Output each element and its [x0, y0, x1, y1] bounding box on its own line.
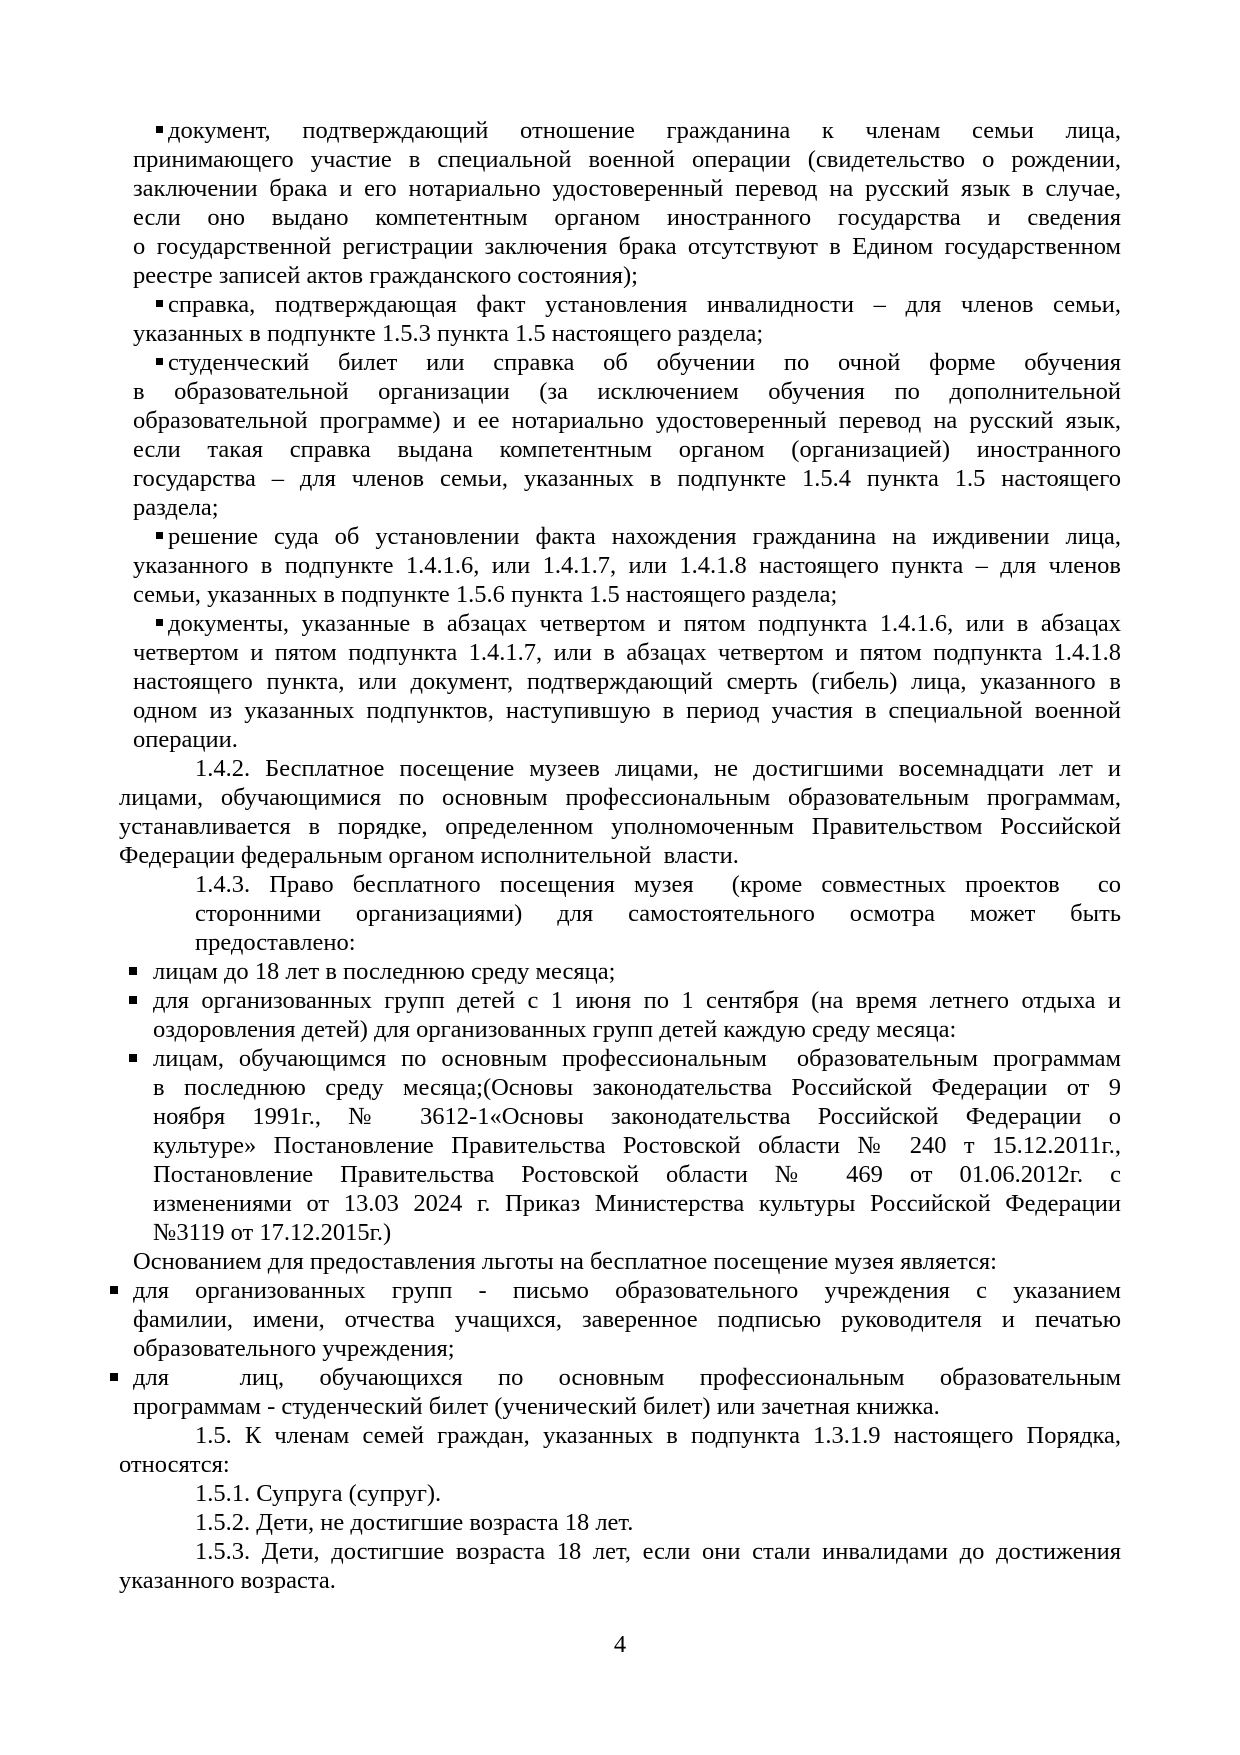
page-footer: [119, 1630, 1121, 1659]
bullet-square-icon: [129, 996, 137, 1004]
text-line: о государственной регистрации заключения брака отсутствуют в Едином государственном: [133, 233, 1121, 260]
text-line-content: документ, подтверждающий отношение гражданина к членам семьи лица,: [168, 117, 1121, 144]
text-line: лицам, обучающимся по основным профессиональным образовательным программам: [153, 1045, 1121, 1072]
text-line: программам - студенческий билет (ученический билет) или зачетная книжка.: [133, 1393, 940, 1420]
bullet-square-icon: [156, 532, 163, 539]
text-line: фамилии, имени, отчества учащихся, заверенное подписью руководителя и печатью: [133, 1306, 1121, 1333]
text-line: 1.5.2. Дети, не достигшие возраста 18 лет.: [195, 1509, 634, 1536]
text-line: если оно выдано компетентным органом иностранного государства и сведения: [133, 204, 1121, 231]
text-line: ноября 1991г., № 3612-1«Основы законодательства Российской Федерации о: [153, 1103, 1121, 1130]
text-line: для лиц, обучающихся по основным профессиональным образовательным: [133, 1364, 1121, 1391]
paragraph-1-4-2: [119, 754, 1121, 870]
text-line: образовательной программе) и ее нотариально удостоверенный перевод на русский язык,: [133, 407, 1121, 434]
text-line: лицам до 18 лет в последнюю среду месяца;: [153, 958, 616, 985]
bullet-square-icon: [110, 1286, 118, 1294]
text-line: предоставлено:: [195, 929, 356, 956]
list-item: [153, 1044, 1121, 1247]
text-line: реестре записей актов гражданского состояния);: [133, 262, 638, 289]
text-line: образовательного учреждения;: [133, 1335, 455, 1362]
text-line: относятся:: [119, 1451, 230, 1478]
text-line: заключении брака и его нотариально удостоверенный перевод на русский язык в случае,: [133, 175, 1121, 202]
doc-bullet-para-5: [133, 609, 1121, 754]
doc-bullet-para-1: [133, 116, 1121, 290]
text-line: 1.5. К членам семей граждан, указанных в подпункта 1.3.1.9 настоящего Порядка,: [195, 1422, 1121, 1449]
text-line: устанавливается в порядке, определенном уполномоченным Правительством Российской: [119, 813, 1121, 840]
bullet-square-icon: [110, 1373, 118, 1381]
text-line: семьи, указанных в подпункте 1.5.6 пункта 1.5 настоящего раздела;: [133, 581, 838, 608]
text-line: одном из указанных подпунктов, наступившую в период участия в специальной военной: [133, 697, 1121, 724]
text-line: раздела;: [133, 494, 219, 521]
list-item: [153, 986, 1121, 1044]
text-line: в образовательной организации (за исключением обучения по дополнительной: [133, 378, 1121, 405]
paragraph-1-5-1: [119, 1479, 1121, 1508]
text-line: [133, 609, 1121, 638]
list-item: [133, 1276, 1121, 1363]
text-line: указанного возраста.: [119, 1567, 336, 1594]
paragraph-1-5: [119, 1421, 1121, 1479]
text-line: [133, 116, 1121, 145]
bullet-square-icon: [129, 967, 137, 975]
text-line: 1.4.2. Бесплатное посещение музеев лицами, не достигшими восемнадцати лет и: [195, 755, 1121, 782]
text-line: культуре» Постановление Правительства Ростовской области № 240 т 15.12.2011г.,: [153, 1132, 1121, 1159]
paragraph-1-4-3: [195, 870, 1121, 957]
text-line-content: решение суда об установлении факта нахождения гражданина на иждивении лица,: [168, 523, 1121, 550]
text-line: Основанием для предоставления льготы на бесплатное посещение музея является:: [133, 1248, 997, 1275]
page-number: 4: [613, 1631, 627, 1658]
bullet-square-icon: [156, 358, 163, 365]
paragraph-1-5-2: [119, 1508, 1121, 1537]
bullet-square-icon: [156, 619, 163, 626]
text-line: 1.5.1. Супруга (супруг).: [195, 1480, 442, 1507]
paragraph-osnovaniem: [133, 1247, 1121, 1276]
text-line: №3119 от 17.12.2015г.): [153, 1219, 392, 1246]
text-line: указанного в подпункте 1.4.1.6, или 1.4.1.7, или 1.4.1.8 настоящего пункта – для членов: [133, 552, 1121, 579]
text-line: в последнюю среду месяца;(Основы законодательства Российской Федерации от 9: [153, 1074, 1121, 1101]
text-line-content: студенческий билет или справка об обучении по очной форме обучения: [168, 349, 1121, 376]
text-line: сторонними организациями) для самостоятельного осмотра может быть: [195, 900, 1121, 927]
list-item: [153, 957, 1121, 986]
doc-bullet-para-3: [133, 348, 1121, 522]
bullet-square-icon: [156, 126, 163, 133]
text-line: Федерации федеральным органом исполнительной власти.: [119, 842, 739, 869]
doc-bullet-para-4: [133, 522, 1121, 609]
text-line: государства – для членов семьи, указанных в подпункте 1.5.4 пункта 1.5 настоящего: [133, 465, 1121, 492]
text-line-content: справка, подтверждающая факт установления инвалидности – для членов семьи,: [168, 291, 1121, 318]
text-line: указанных в подпункте 1.5.3 пункта 1.5 настоящего раздела;: [133, 320, 764, 347]
text-line: 1.4.3. Право бесплатного посещения музея (кроме совместных проектов со: [195, 871, 1121, 898]
list-item: [133, 1363, 1121, 1421]
doc-bullet-para-2: [133, 290, 1121, 348]
bullet-square-icon: [129, 1054, 137, 1062]
text-line: операции.: [133, 726, 238, 753]
text-line: лицами, обучающимися по основным профессиональным образовательным программам,: [119, 784, 1121, 811]
paragraph-1-5-3: [119, 1537, 1121, 1595]
text-line: [133, 522, 1121, 551]
text-line: для организованных групп детей с 1 июня по 1 сентября (на время летнего отдыха и: [153, 987, 1121, 1014]
text-line: изменениями от 13.03 2024 г. Приказ Министерства культуры Российской Федерации: [153, 1190, 1121, 1217]
text-line-content: документы, указанные в абзацах четвертом и пятом подпункта 1.4.1.6, или в абзацах: [168, 610, 1121, 637]
text-line: настоящего пункта, или документ, подтверждающий смерть (гибель) лица, указанного в: [133, 668, 1121, 695]
text-line: Постановление Правительства Ростовской области № 469 от 01.06.2012г. с: [153, 1161, 1121, 1188]
bullet-square-icon: [156, 300, 163, 307]
text-line: 1.5.3. Дети, достигшие возраста 18 лет, если они стали инвалидами до достижения: [195, 1538, 1121, 1565]
text-line: [133, 348, 1121, 377]
text-line: принимающего участие в специальной военной операции (свидетельство о рождении,: [133, 146, 1121, 173]
text-line: оздоровления детей) для организованных групп детей каждую среду месяца:: [153, 1016, 957, 1043]
text-line: [133, 290, 1121, 319]
text-line: для организованных групп - письмо образовательного учреждения с указанием: [133, 1277, 1121, 1304]
text-line: четвертом и пятом подпункта 1.4.1.7, или в абзацах четвертом и пятом подпункта 1.4.1.8: [133, 639, 1121, 666]
text-line: если такая справка выдана компетентным органом (организацией) иностранного: [133, 436, 1121, 463]
